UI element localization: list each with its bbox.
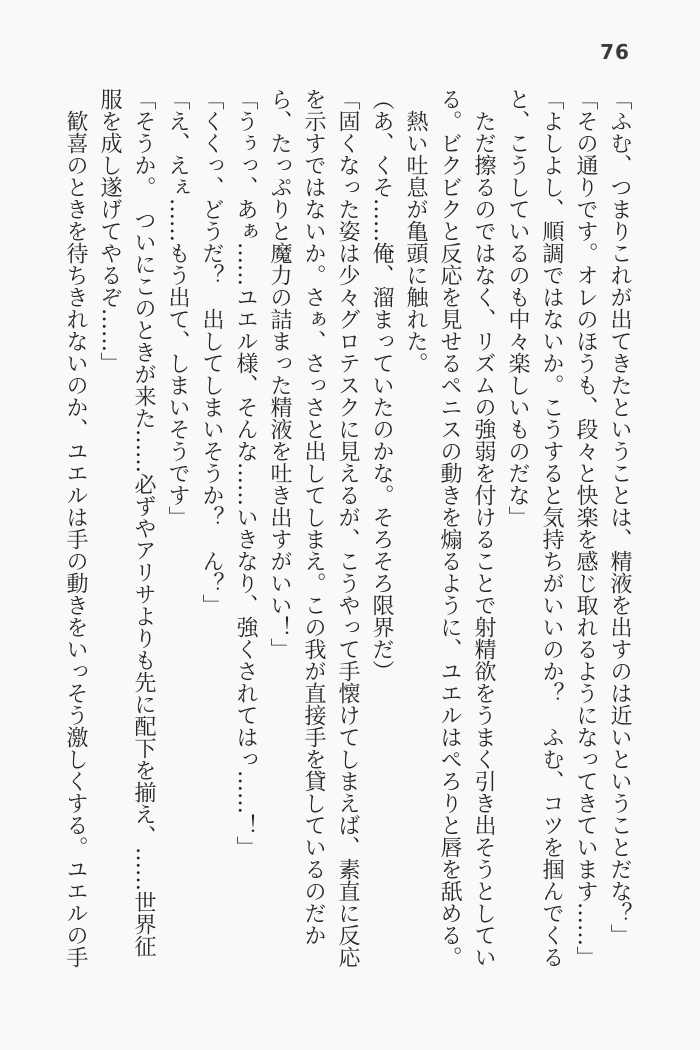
paragraph-dialogue: 「よしよし、順調ではないか。こうすると気持ちがいいのか？ ふむ、コツを掴んでくると、こうしているのも中々楽しいものだな」: [505, 88, 564, 968]
page-number: 76: [600, 40, 630, 64]
page-text: [58, 88, 636, 974]
paragraph-dialogue: 「固くなった姿は少々グロテスクに見えるが、こうやって手懐けてしまえば、素直に反応を示すではないか。さぁ、さっさと出してしまえ。この我が直接手を貸しているのだから、たっぷりと魔力の詰まった精液を吐き出すがいい！」: [267, 88, 360, 968]
paragraph-narration: 歓喜のときを待ちきれないのか、ユエルは手の動きをいっそう激しくする。ユエルの手: [63, 110, 88, 968]
paragraph-dialogue: 「そうか。 ついにこのときが来た……必ずやアリサよりも先に配下を揃え、……世界征服を成し遂げてやるぞ……」: [97, 88, 156, 957]
paragraph-narration: 熱い吐息が亀頭に触れた。: [403, 110, 428, 374]
paragraph-dialogue: 「その通りです。オレのほうも、段々と快楽を感じ取れるようになってきています……」: [573, 88, 598, 968]
paragraph-dialogue: 「ふむ、つまりこれが出てきたということは、精液を出すのは近いということだな？」: [607, 88, 632, 946]
paragraph-dialogue: 「うぅっ、あぁ……ユエル様、そんな……いきなり、強くされてはっ……！」: [233, 88, 258, 858]
paragraph-thought: （あ、くそ……俺、溜まっていたのかな。そろそろ限界だ）: [369, 88, 394, 682]
paragraph-narration: ただ擦るのではなく、リズムの強弱を付けることで射精欲をうまく引き出そうとしている。ビクビクと反応を見せるペニスの動きを煽るように、ユエルはぺろりと唇を舐める。: [437, 88, 496, 968]
paragraph-dialogue: 「くくっ、どうだ？ 出してしまいそうか？ ん？」: [199, 88, 224, 616]
paragraph-dialogue: 「え、えぇ……もう出て、しまいそうです」: [165, 88, 190, 528]
